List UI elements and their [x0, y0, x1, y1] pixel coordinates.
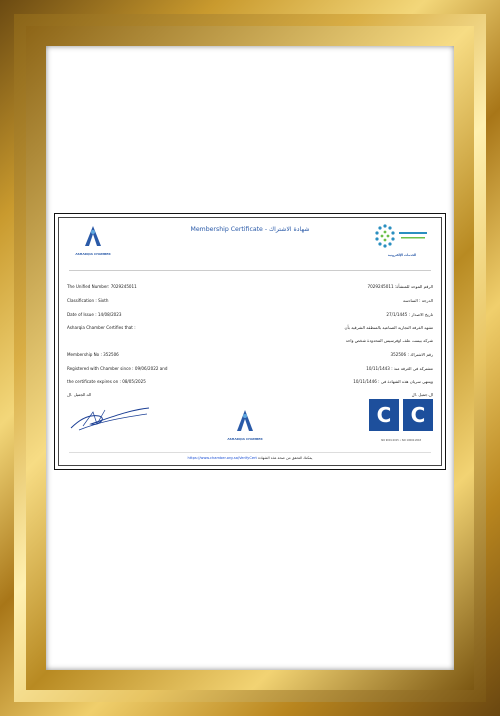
center-chamber-logo — [225, 407, 265, 441]
signature-icon — [69, 404, 151, 434]
signature-title-right: ال.جميل .ال — [411, 392, 433, 397]
right-logo-text: الخدمات الإلكترونية — [387, 253, 417, 257]
left-logo-text: ASHARQIA CHAMBER — [75, 252, 111, 256]
membership-no-ar: رقم الاشتراك : 352506 — [390, 352, 433, 357]
registered-since-ar: مشتركة في الغرفة منذ : 10/11/1443 — [366, 366, 433, 371]
e-services-logo — [373, 223, 431, 257]
expires-on-ar: وينتهي سريان هذه الشهادة في : 10/11/1446 — [353, 379, 433, 384]
date-of-issue-en: Date of Issue : 14/08/2023 — [67, 312, 122, 317]
header-divider — [69, 270, 431, 271]
svg-text:C: C — [410, 403, 426, 427]
iso-certification-badge — [369, 399, 433, 443]
center-logo-text: ASHARQIA CHAMBER — [227, 437, 263, 441]
certificate-title: Membership Certificate - شهادة الاشتراك — [190, 226, 310, 233]
iso-badge-icon — [369, 399, 433, 435]
certifies-ar: تشهد الغرفة التجارية الصناعية بالمنطقة الشرقية بأن — [344, 325, 433, 330]
chamber-emblem-icon — [225, 407, 265, 433]
svg-text:C: C — [376, 403, 392, 427]
classification-ar: الدرجة : السادسة — [403, 298, 433, 303]
date-of-issue-ar: تاريخ الاصدار : 27/1/1445 — [386, 312, 433, 317]
signature-title-left: الد.الجميل .ال — [67, 392, 92, 397]
certifies-en: Asharqia Chamber Certifies that : — [67, 325, 136, 330]
membership-certificate — [54, 213, 446, 470]
company-name-ar: شركة بيست علف اوفرسيس المحدودة شخص واحد — [345, 338, 433, 343]
badge-caption: ISO 9001:2015 • ISO 10002:2018 — [380, 439, 422, 442]
unified-number-en: The Unified Number: 7029245011 — [67, 284, 137, 289]
footer-divider — [69, 452, 431, 453]
registered-since-en: Registered with Chamber since : 09/06/2022 and — [67, 366, 168, 371]
membership-no-en: Membership No : 352506 — [67, 352, 119, 357]
verify-link[interactable]: https://www.chamber.org.sa/VerifyCert — [187, 456, 257, 460]
expires-on-en: the certificate expires on : 08/05/2025 — [67, 379, 146, 384]
verify-text: يمكنك التحقق من صحة هذه الشهادة — [258, 456, 313, 460]
classification-en: Classification : Sixth — [67, 298, 109, 303]
dotted-circle-icon — [373, 223, 431, 249]
verification-footer — [55, 456, 445, 460]
unified-number-ar: الرقم الموحد للمنشأة: 7029245011 — [367, 284, 433, 289]
